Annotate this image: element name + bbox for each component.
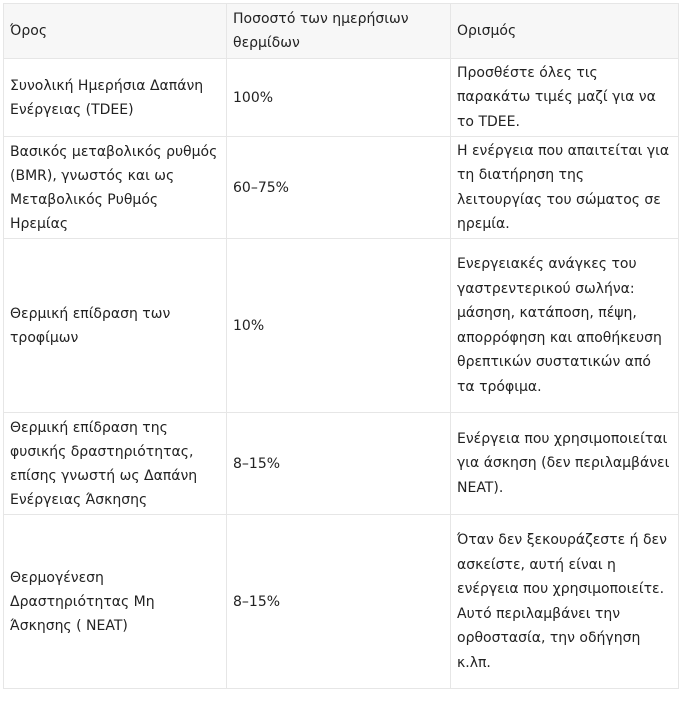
table-row — [4, 137, 679, 239]
header-term: Όρος — [4, 4, 227, 59]
cell-definition: Η ενέργεια που απαιτείται για τη διατήρηση της λειτουργίας του σώματος σε ηρεμία. — [451, 137, 679, 239]
cell-percent: 100% — [227, 59, 451, 137]
cell-definition: Ενέργεια που χρησιμοποιείται για άσκηση (δεν περιλαμβάνει NEAT). — [451, 413, 679, 515]
calorie-expenditure-table — [3, 3, 679, 689]
cell-definition: Ενεργειακές ανάγκες του γαστρεντερικού σωλήνα: μάσηση, κατάποση, πέψη, απορρόφηση και αποθήκευση θρεπτικών συστατικών από τα τρόφιμα. — [451, 239, 679, 413]
cell-term: Θερμογένεση Δραστηριότητας Μη Άσκησης ( NEAT) — [4, 515, 227, 689]
table-row — [4, 239, 679, 413]
cell-percent: 60–75% — [227, 137, 451, 239]
header-percent: Ποσοστό των ημερήσιων θερμίδων — [227, 4, 451, 59]
cell-percent: 8–15% — [227, 413, 451, 515]
header-definition: Ορισμός — [451, 4, 679, 59]
table-header-row — [4, 4, 679, 59]
cell-term: Θερμική επίδραση της φυσικής δραστηριότητας, επίσης γνωστή ως Δαπάνη Ενέργειας Άσκησης — [4, 413, 227, 515]
cell-percent: 8–15% — [227, 515, 451, 689]
cell-term: Συνολική Ημερήσια Δαπάνη Ενέργειας (TDEE) — [4, 59, 227, 137]
table-row — [4, 413, 679, 515]
cell-percent: 10% — [227, 239, 451, 413]
table-row — [4, 515, 679, 689]
cell-term: Βασικός μεταβολικός ρυθμός (BMR), γνωστός και ως Μεταβολικός Ρυθμός Ηρεμίας — [4, 137, 227, 239]
cell-definition: Προσθέστε όλες τις παρακάτω τιμές μαζί για να το TDEE. — [451, 59, 679, 137]
calorie-table-container — [3, 3, 683, 693]
table-row — [4, 59, 679, 137]
cell-definition: Όταν δεν ξεκουράζεστε ή δεν ασκείστε, αυτή είναι η ενέργεια που χρησιμοποιείτε. Αυτό περιλαμβάνει την ορθοστασία, την οδήγηση κ.λπ. — [451, 515, 679, 689]
cell-term: Θερμική επίδραση των τροφίμων — [4, 239, 227, 413]
